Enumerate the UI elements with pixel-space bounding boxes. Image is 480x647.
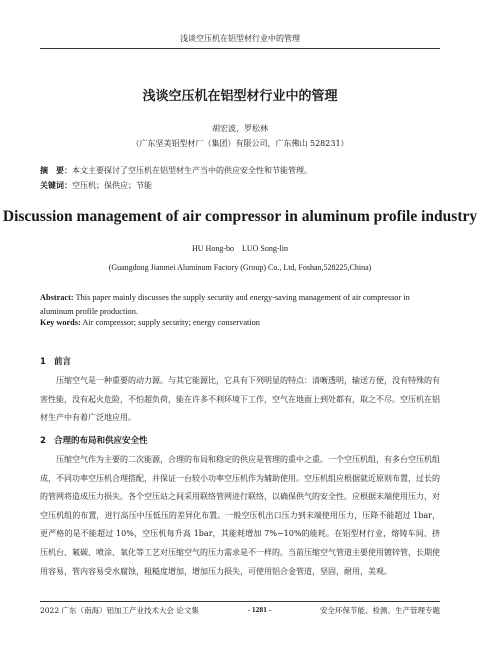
keywords-en-text: Air compressor; supply security; energy conservation [80, 318, 260, 327]
page-footer [40, 605, 440, 616]
abstract-en-label: Abstract: [40, 293, 74, 302]
section-paragraph: 压缩空气是一种重要的动力源。与其它能源比，它具有下列明显的特点：清晰透明，输送方便，没有特殊的有害性能，没有起火危险，不怕超负荷，能在许多不利环境下工作，空气在地面上到处都有，取之不尽。空压机在铝材生产中有着广泛地应用。 [40, 376, 440, 423]
abstract-cn [40, 165, 440, 176]
section-title: 前言 [54, 357, 72, 367]
keywords-cn-text: 空压机；保供应；节能 [72, 181, 152, 190]
keywords-cn-label: 关键词： [40, 181, 72, 190]
section-number: 1 [40, 357, 46, 367]
section-number: 2 [40, 436, 46, 446]
authors-cn: 胡宏波，罗松林 [212, 124, 268, 133]
affiliation-cn: （广东坚美铝型材厂（集团）有限公司，广东佛山 528231） [131, 139, 349, 148]
keywords-en-label: Key words: [40, 318, 81, 327]
footer-proceedings: 2022 广东（南海）铝加工产业技术大会 论文集 [40, 606, 199, 615]
footer-topic: 安全环保节能、检测、生产管理专题 [319, 606, 440, 615]
abstract-cn-text: 本文主要探讨了空压机在铝型材生产当中的供应安全性和节能管理。 [72, 166, 312, 175]
page-number: - 1281 - [247, 605, 272, 614]
section-heading [40, 355, 440, 367]
abstract-en-text: This paper mainly discusses the supply security and energy-saving management of air compressor in aluminum profile production. [40, 293, 410, 316]
affiliation-en: (Guangdong Jianmei Aluminum Factory (Group) Co., Ltd, Foshan,528225,China) [108, 263, 372, 272]
running-head: 浅谈空压机在铝型材行业中的管理 [40, 33, 440, 49]
paper-title-cn: 浅谈空压机在铝型材行业中的管理 [142, 89, 338, 104]
paper-title-en: Discussion management of air compressor in aluminum profile industry [2, 208, 478, 225]
abstract-cn-label: 摘 要： [40, 166, 72, 175]
abstract-en [40, 291, 440, 319]
section-heading [40, 434, 440, 446]
keywords-cn [40, 180, 440, 191]
section-title: 合理的布局和供应安全性 [54, 436, 148, 446]
keywords-en [40, 318, 440, 327]
authors-en: HU Hong-bo LUO Song-lin [192, 244, 288, 253]
section-paragraph: 压缩空气作为主要的二次能源，合理的布局和稳定的供应是管理的重中之重。一个空压机组，有多台空压机组成，不同功率空压机合理搭配，并保证一台较小功率空压机作为辅助使用。空压机组应根据就近原则布置，过长的的管网将造成压力损失。各个空压站之间采用联络管网进行联络，以确保供气的安全性。应根据末端使用压力，对空压机组的布置，进行高压中压低压的差异化布置。一般空压机出口压力到末端使用压力，压降不能超过 1bar，更严格的是不能超过 10%，空压机每升高 1bar，其能耗增加 7%~10%的能耗。在铝型材行业，熔铸车间、挤压机台、氟碳、喷涂、氧化等工艺对压缩空气的压力需求是不一样的。当前压缩空气管道主要使用镀锌管，长期使用容易，管内容易受水腐蚀，粗糙度增加，增加压力损失，可使用铝合金管道，坚固，耐用，美观。 [40, 455, 440, 576]
footer-divider [40, 601, 440, 602]
